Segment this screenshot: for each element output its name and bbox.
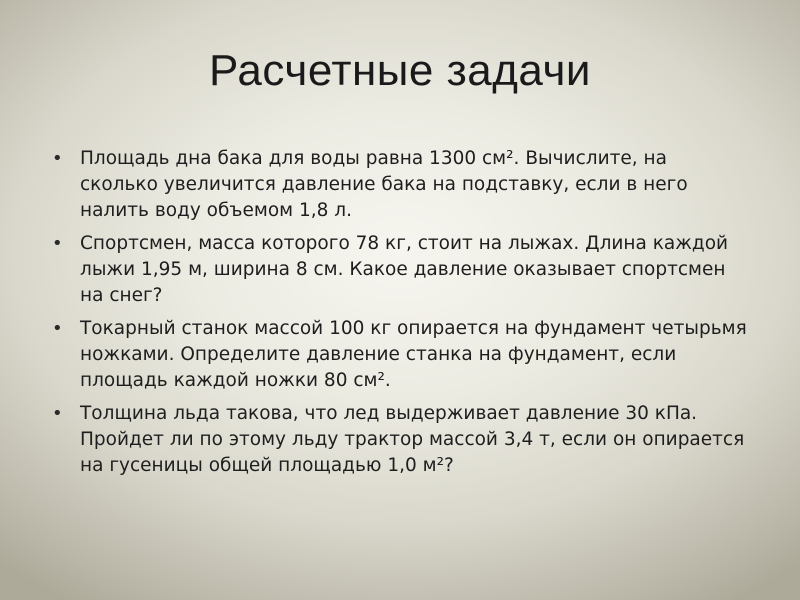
problem-item bbox=[50, 401, 750, 479]
problem-item bbox=[50, 316, 750, 394]
problem-list bbox=[50, 146, 750, 486]
bullet-icon: • bbox=[52, 318, 63, 339]
problem-text: Толщина льда такова, что лед выдерживает давление 30 кПа. Пройдет ли по этому льду трактор массой 3,4 т, если он опирается на гусеницы общей площадью 1,0 м²? bbox=[80, 403, 745, 476]
problem-item bbox=[50, 231, 750, 309]
problem-text: Площадь дна бака для воды равна 1300 см². Вычислите, на сколько увеличится давление бака на подставку, если в него налить воду объемом 1,8 л. bbox=[80, 148, 688, 221]
bullet-icon: • bbox=[52, 233, 63, 254]
slide-title: Расчетные задачи bbox=[209, 46, 591, 95]
problem-text: Спортсмен, масса которого 78 кг, стоит на лыжах. Длина каждой лыжи 1,95 м, ширина 8 см. Какое давление оказывает спортсмен на снег? bbox=[80, 233, 729, 306]
problem-text: Токарный станок массой 100 кг опирается на фундамент четырьмя ножками. Определите давление станка на фундамент, если площадь каждой ножки 80 см². bbox=[80, 318, 747, 391]
problem-item bbox=[50, 146, 750, 224]
bullet-icon: • bbox=[52, 403, 63, 424]
bullet-icon: • bbox=[52, 148, 63, 169]
